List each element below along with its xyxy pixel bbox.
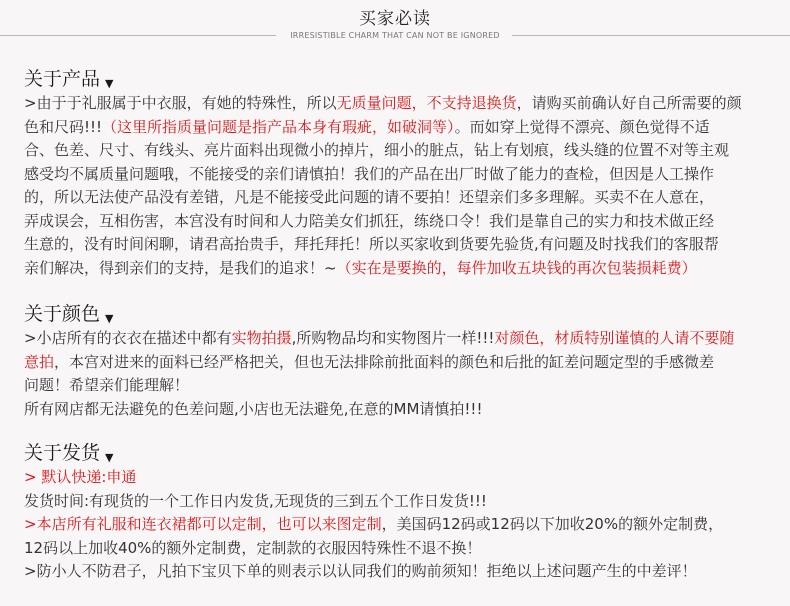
text-line: [24, 233, 779, 257]
body-text: 所有网店都无法避免的色差问题,小店也无法避免,在意的MM请慎拍!!!: [24, 399, 483, 418]
body-text: ,所购物品均和实物图片一样!!!: [291, 329, 495, 347]
text-line: [24, 139, 779, 163]
text-line: [24, 116, 779, 140]
header: [0, 0, 790, 48]
text-line: [24, 257, 779, 281]
body-text: 色和尺码!!!: [24, 117, 103, 136]
text-line: [24, 351, 779, 375]
page-subtitle: IRRESISTIBLE CHARM THAT CAN NOT BE IGNORED: [290, 31, 500, 40]
body-text: 的，所以无法使产品没有差错，凡是不能接受此问题的请不要拍！还望亲们多多理解。买卖不在人意在，: [24, 188, 715, 206]
body-text: 弄成误会，互相伤害，本宫没有时间和人力陪美女们抓狂，练绕口令！我们是靠自己的实力和技术做正经: [24, 211, 715, 230]
section-title-text: 关于颜色: [24, 303, 101, 325]
text-line: [24, 398, 779, 422]
text-line: [24, 490, 779, 514]
text-line: [24, 560, 779, 584]
body-text: 12码以上加收40%的额外定制费，定制款的衣服因特殊性不退不换！: [24, 538, 482, 557]
body-text: 发货时间:有现货的一个工作日内发货,无现货的三到五个工作日发货!!!: [24, 491, 487, 510]
section-title: [24, 66, 779, 92]
body-text: 。而如穿上觉得不漂亮、颜色觉得不适: [454, 117, 710, 136]
section-title: [24, 440, 779, 466]
section-shipping: [24, 440, 779, 584]
body-text: 合、色差、尺寸、有线头、亮片面料出现微小的掉片，细小的脏点，钻上有划痕，线头缝的位置不对等主观: [24, 141, 730, 159]
page-title: 买家必读: [359, 9, 431, 29]
divider-right: [512, 35, 790, 36]
body-text: 问题！希望亲们能理解！: [24, 376, 190, 394]
section-body: [24, 466, 779, 584]
highlight-text: 意拍: [24, 352, 55, 371]
highlight-text: 无质量问题，不支持退换货: [336, 94, 517, 112]
body-text: >由于于礼服属于中衣服，有她的特殊性，所以: [24, 94, 337, 112]
section-body: [24, 92, 779, 280]
section-product: [24, 66, 779, 280]
body-text: >防小人不防君子，凡拍下宝贝下单的则表示以认同我们的购前须知！拒绝以上述问题产生的中差评！: [24, 562, 697, 580]
section-title-text: 关于产品: [24, 68, 101, 90]
text-line: [24, 210, 779, 234]
body-text: ，本宫对进来的面料已经严格把关，但也无法排除前批面料的颜色和后批的缸差问题定型的手感微差: [54, 352, 715, 371]
section-color: [24, 301, 779, 421]
text-line: [24, 92, 779, 116]
body-text: ，美国码12码或12码以下加收20%的额外定制费，: [381, 515, 724, 533]
text-line: [24, 186, 779, 210]
body-text: >小店所有的衣衣在描述中都有: [24, 329, 232, 347]
body-text: 亲们解决，得到亲们的支持，是我们的追求！~: [24, 258, 337, 277]
body-text: ，请购买前确认好自己所需要的颜: [516, 94, 742, 112]
body-text: 生意的，没有时间闲聊，请君高抬贵手，拜托拜托！所以买家收到货要先验货,有问题及时找我们的客服帮: [24, 235, 719, 253]
highlight-text: 实物拍摄: [231, 329, 292, 347]
text-line: [24, 374, 779, 398]
highlight-text: 对颜色，材质特别谨慎的人请不要随: [494, 329, 735, 347]
section-body: [24, 327, 779, 421]
body-text: 感受均不属质量问题哦，不能接受的亲们请慎拍！我们的产品在出厂时做了能力的查检，但因是人工操作: [24, 164, 715, 183]
triangle-down-icon: ▼: [105, 312, 114, 325]
text-line: [24, 537, 779, 561]
text-line: [24, 327, 779, 351]
highlight-text: > 默认快递:申通: [24, 468, 137, 486]
triangle-down-icon: ▼: [105, 451, 114, 464]
highlight-text: >本店所有礼服和连衣裙都可以定制，也可以来图定制: [24, 515, 382, 533]
section-title-text: 关于发货: [24, 442, 101, 464]
highlight-text: （这里所指质量问题是指产品本身有瑕疵，如破洞等）: [102, 117, 455, 136]
triangle-down-icon: ▼: [105, 77, 114, 90]
section-title: [24, 301, 779, 327]
text-line: [24, 163, 779, 187]
highlight-text: （实在是要换的，每件加收五块钱的再次包装损耗费）: [336, 258, 697, 277]
text-line: [24, 466, 779, 490]
text-line: [24, 513, 779, 537]
